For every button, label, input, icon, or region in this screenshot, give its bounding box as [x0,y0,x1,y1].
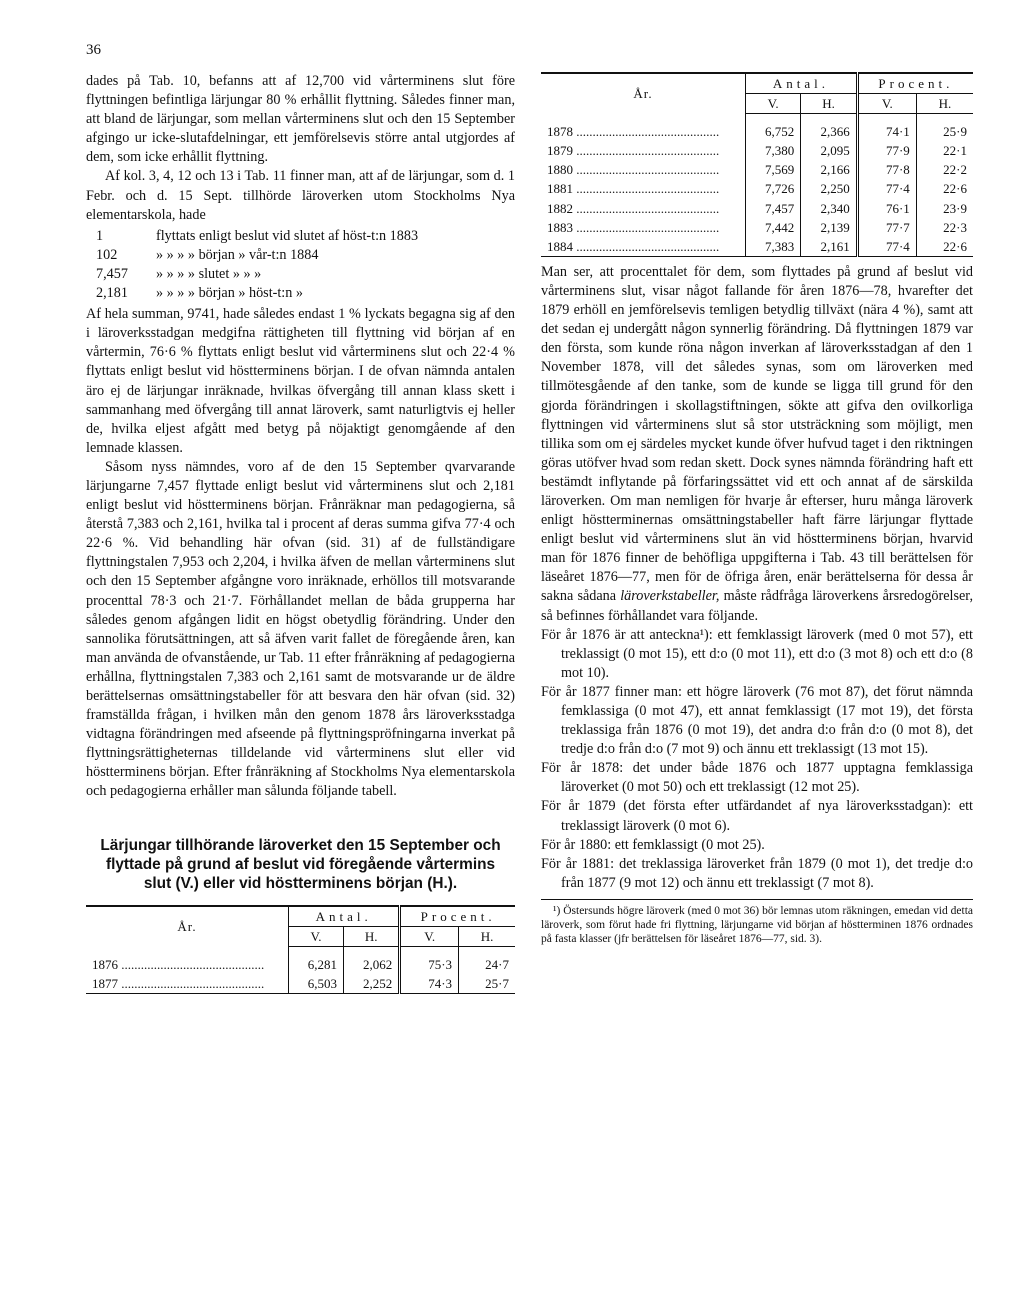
row-percent-h: 23·9 [943,200,967,216]
right-paragraph-1-text: Man ser, att procenttalet för dem, som flyttades på grund af beslut vid vårterminens slut, visar något fallande för åren 1876—78, hvarefter det 1879 erhöll en jemförelsevis temligen betydlig tillväxt (nära 4 %), samt att det sedan ej undergått någon synnerlig förändring. Då flyttningen 1879 var den första, som kunde röna någon inverkan af läroverksstadgan af den 1 November 1878, vill det således synas, som om läroverken med tillmötesgående af den tanke, som de kunde se ligga till grund för den gjorda förändringen i skollagstiftningen, sökte att gifva den ovilkorliga flyttningen vid vårterminens slut så stor utsträckning som möjligt, men tillika som om ej särdeles mycket kunde öfver hufvud taget i den riktningen göras utöfver hvad som redan skett. Dock synes nämnda förändring haft ett bestämdt inflytande på förfaringssättet vid ett och annat af de särskilda läroverken. Om man nemligen för hvarje år efterser, huru många läroverk enligt höstterminernas omsättningstabeller haft färre lärjungar flyttade enligt beslut vid vårterminens slut än vid höstterminens början, hvarvid man för 1876 finner de behöfliga uppgifterna i Tab. 43 till berättelsen för läseåret 1876—77, men för de öfriga åren, enär berättelserna för dessa år sakna sådana [541,263,973,605]
percent-v-header: V. [857,94,916,114]
row-count-v: 6,503 [289,974,344,994]
table-row [541,179,973,198]
row-percent-h: 25·9 [943,124,967,140]
row-percent-h: 25·7 [459,974,515,994]
year-header: År. [86,906,289,947]
row-percent-h: 22·3 [943,219,967,235]
transfer-text: » » » » slutet » » » [156,265,262,282]
percent-header: Procent. [857,73,973,94]
row-percent-h: 22·6 [943,181,967,197]
row-year: 1883 ..... [541,218,746,237]
year-item-1881: För år 1881: det treklassiga läroverket från 1879 (0 mot 1), det tredje d:o från 1877 (9 mot 12) och ännu ett treklassigt (7 mot 8). [541,855,973,891]
left-column [86,72,515,994]
row-count-v: 7,442 [746,218,801,237]
count-header: Antal. [746,73,858,94]
row-percent-v: 74·1 [857,114,916,142]
table-title: Lärjungar tillhörande läroverket den 15 September och flyttade på grund af beslut vid föregående vårtermins slut (V.) eller vid höstterminens början (H.). [100,836,501,892]
row-percent-v: 76·1 [857,199,916,218]
row-year: 1880 ..... [541,160,746,179]
year-item-1876: För år 1876 är att anteckna¹): ett femklassigt läroverk (med 0 mot 57), ett treklassigt (0 mot 15), ett d:o (0 mot 11), ett d:o (3 mot 8) och ett d:o (8 mot 10). [541,626,973,681]
row-percent-v: 77·9 [857,141,916,160]
transfer-text: » » » » början » vår-t:n 1884 [156,246,319,263]
table-row [86,974,515,994]
right-paragraph-1-italic: läroverkstabeller, [620,588,720,605]
count-v-header: V. [746,94,801,114]
row-year: 1876 ..... [86,946,289,974]
row-count-v: 7,457 [746,199,801,218]
stats-table-1876-1877 [86,905,515,994]
table-row [541,199,973,218]
row-percent-v: 77·8 [857,160,916,179]
row-percent-h: 24·7 [485,956,509,972]
page-number: 36 [86,42,101,58]
row-count-h: 2,250 [801,179,858,198]
left-paragraph-2: Af kol. 3, 4, 12 och 13 i Tab. 11 finner man, att af de lärjungar, som d. 1 Febr. och d. 15 Sept. tillhörde läroverken utom Stockholms Nya elementarskola, hade [86,168,515,223]
right-paragraph-1-end: måste rådfråga läroverkens årsredogörelser, så befinnes förhållandet vara följande. [541,588,973,624]
transfer-item [86,227,515,246]
row-count-h: 2,366 [801,114,858,142]
stats-table-1878-1884 [541,72,973,257]
row-percent-h: 22·1 [943,143,967,159]
year-item-1877: För år 1877 finner man: ett högre läroverk (76 mot 87), det förut nämnda femklassiga (0 mot 47), ett annat femklassigt (17 mot 19), det första treklassiga från 1876 (0 mot 19), det andra d:o från d:o (0 mot 8), det tredje d:o från d:o (7 mot 9) och ännu ett treklassigt (13 mot 15). [541,683,973,758]
row-count-h: 2,095 [801,141,858,160]
row-count-h: 2,062 [344,946,400,974]
footnote [541,899,973,946]
transfer-count: 7,457 [96,265,128,282]
transfer-text: » » » » början » höst-t:n » [156,285,303,302]
row-percent-h: 22·6 [916,237,973,257]
row-percent-v: 74·3 [400,974,459,994]
count-h-header: H. [344,926,400,946]
row-year: 1882 ..... [541,199,746,218]
row-count-h: 2,161 [801,237,858,257]
year-header: År. [541,73,746,114]
row-count-v: 7,569 [746,160,801,179]
transfer-text: flyttats enligt beslut vid slutet af höst-t:n 1883 [156,227,419,244]
percent-header: Procent. [400,906,515,927]
row-count-h: 2,252 [344,974,400,994]
percent-h-header: H. [459,926,515,946]
row-count-v: 7,380 [746,141,801,160]
count-header: Antal. [289,906,400,927]
row-percent-v: 77·7 [857,218,916,237]
row-count-h: 2,139 [801,218,858,237]
transfer-item [86,265,515,284]
count-h-header: H. [801,94,858,114]
right-paragraph-1 [541,263,973,626]
count-v-header: V. [289,926,344,946]
year-item-1880: För år 1880: ett femklassigt (0 mot 25). [541,836,765,853]
left-paragraph-4: Såsom nyss nämndes, voro af de den 15 September qvarvarande lärjungarne 7,457 flyttade enligt beslut vid vårterminens slut och 2,181 enligt beslut vid höstterminens början. Frånräknar man pedagogierna, så återstå 7,383 och 2,161, hvilka tal i procent af deras summa gifva 77·4 och 22·6 %. Vid behandling här ofvan (sid. 31) af de fullständigare flyttningstalen 7,953 och 2,204, i hvilka äfven de mellan vårterminens slut och den 15 September afgångne voro inräknade, erhöllos till motsvarande procenttal 78·3 och 21·7. Förhållandet mellan de båda grupperna har således genom afgången lidit en högst obetydlig förändring. Under den sannolika förutsättningen, att så äfven varit fallet de föregående åren, kan man använda de ofvanstående, ur Tab. 11 efter frånräkning af pedagogierna erhållna, flyttningstalen 7,383 och 2,161 samt de motsvarande ur de äldre berättelsernas omsättningstabeller för att besvara den här ofvan (sid. 32) framställda frågan, i hvilken mån den genom 1878 års läroverksstadga vidtagna förändringen med afseende på flyttningspröfningarna inverkat på flyttningsrättigheternas tilldelande vid vårterminens slut eller vid höstterminens början. Efter frånräkning af Stockholms Nya elementarskola och pedagogierna erhåller man sålunda följande tabell. [86,458,515,800]
transfer-item [86,246,515,265]
right-column [541,72,973,946]
year-item-1879: För år 1879 (det första efter utfärdandet af nya läroverksstadgan): ett treklassigt läroverk (0 mot 6). [541,798,973,834]
row-count-v: 7,383 [746,237,801,257]
row-count-v: 6,281 [289,946,344,974]
table-row [541,218,973,237]
footnote-text: ¹) Östersunds högre läroverk (med 0 mot 36) bör lemnas utom räkningen, emedan vid detta läroverk, som förut hade fri flyttning, lärjungarne vid början af höstterminen 1876 ordnades på fasta klasser (jfr berättelsen för läseåret 1876—77, sid. 3). [541,904,973,945]
transfer-count: 2,181 [96,285,128,302]
transfer-count: 102 [96,246,118,263]
transfer-item [86,284,515,303]
row-year: 1878 ..... [541,114,746,142]
percent-h-header: H. [916,94,973,114]
row-percent-v: 75·3 [400,946,459,974]
row-year: 1879 ..... [541,141,746,160]
row-year: 1884 ..... [541,237,746,257]
row-percent-v: 77·4 [857,237,916,257]
percent-v-header: V. [400,926,459,946]
transfer-list [86,227,515,303]
left-paragraph-1: dades på Tab. 10, befanns att af 12,700 vid vårterminens slut före flyttningen befintliga lärjungar 80 % erhållit flyttning. Således finner man, att bland de lärjungar, som mellan vårterminens slut och den 15 September afgingo ur icke-slutafdelningar, ett jemförelsevis större antal utgjordes af dem, som icke erhållit flyttning. [86,73,515,166]
row-percent-h: 22·2 [943,162,967,178]
row-count-h: 2,166 [801,160,858,179]
row-percent-v: 77·4 [857,179,916,198]
row-year: 1877 ..... [86,974,289,994]
table-row [541,114,973,142]
year-item-1878: För år 1878: det under både 1876 och 1877 upptagna femklassiga läroverket (0 mot 50) och ett treklassigt (12 mot 25). [541,760,973,796]
row-count-h: 2,340 [801,199,858,218]
left-paragraph-3: Af hela summan, 9741, hade således endast 1 % lyckats begagna sig af den i läroverksstadgan medgifna rättigheten till flyttning vid början af en vårtermin, 76·6 % flyttats enligt beslut vid vårterminens slut och 22·4 % flyttats enligt beslut vid höstterminens början. I de ofvan nämnda antalen äro ej de lärjungar inräknade, hvilkas öfvergång till annan klass skett i sammanhang med öfvergång till annat läroverk, samt naturligtvis ej heller de, hvilka eljest afgått med betyg på nöjaktigt genomgående af den lemnade klassen. [86,306,515,456]
table-row [541,160,973,179]
table-row [541,237,973,257]
table-row [541,141,973,160]
row-count-v: 7,726 [746,179,801,198]
transfer-count: 1 [96,227,104,244]
row-year: 1881 ..... [541,179,746,198]
table-row [86,946,515,974]
row-count-v: 6,752 [746,114,801,142]
